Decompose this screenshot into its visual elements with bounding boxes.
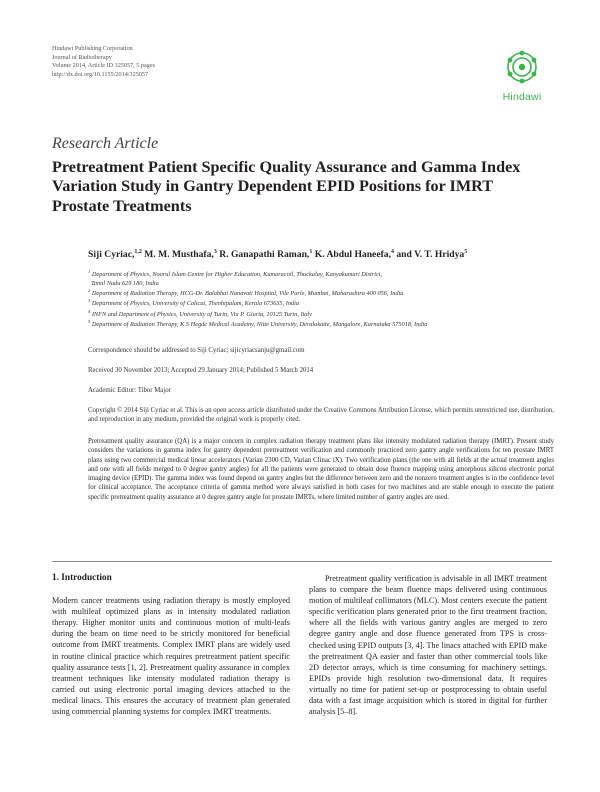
journal-volume: Volume 2014, Article ID 325057, 5 pages	[52, 62, 155, 70]
academic-editor: Academic Editor: Tibor Major	[88, 387, 171, 394]
journal-doi[interactable]: http://dx.doi.org/10.1155/2014/325057	[52, 70, 149, 78]
affiliation-item	[88, 287, 554, 299]
section-heading-introduction: 1. Introduction	[52, 573, 112, 583]
affiliation-item	[88, 318, 554, 330]
hindawi-logo-text: Hindawi	[502, 91, 542, 103]
affiliation-item	[88, 308, 554, 320]
abstract: Pretreatment quality assurance (QA) is a major concern in complex radiation therapy treatment plans like intensity modulated radiation therapy (IMRT). Present study considers the variations in gamma index for gantry dependent pretreatment verification and commonly practiced zero gantry angle verifications for ten prostate IMRT plans using two commercial medical linear accelerators (Varian 2300 CD, Varian Clinac iX). Two verification plans (the one with all fields at the actual treatment angles and one with all fields merged to 0 degree gantry angles) for all the patients were generated to obtain dose fluence mapping using amorphous silicon electronic portal imaging device (EPID). The gamma index was found depend on gantry angles but the difference between zero and the nonzero treatment angles is in the confidence level for clinical acceptance. The acceptance criteria of gamma method were always satisfied in both cases for two machines and are stable enough to execute the patient specific pretreatment quality assurance at 0 degree gantry angle for prostate IMRTs, where limited number of gantry angles are used.	[88, 438, 554, 501]
article-type: Research Article	[52, 135, 159, 152]
body-column-left	[52, 573, 290, 717]
affiliation-sup: 1	[88, 268, 91, 274]
author-name: K. Abdul Haneefa,	[314, 249, 391, 260]
affiliation-sup: 4	[88, 308, 91, 314]
correspondence-note: Correspondence should be addressed to Siji Cyriac; sijicyriacsanju@gmail.com	[88, 347, 305, 354]
journal-publisher: Hindawi Publishing Corporation	[52, 45, 133, 52]
paper-title: Pretreatment Patient Specific Quality Assurance and Gamma Index Variation Study in Gantry Dependent EPID Positions for IMRT Prostate Treatments	[52, 158, 521, 215]
hindawi-logo	[492, 45, 552, 105]
author-name: Siji Cyriac,	[88, 249, 135, 260]
affiliation-list	[88, 268, 554, 331]
affiliation-sup: 2	[88, 287, 91, 293]
affiliation-item	[88, 268, 554, 288]
affiliation-sup: 5	[88, 318, 91, 324]
affiliation-text: Department of Physics, University of Calicut, Thenhipalam, Kerala 673635, India	[91, 300, 300, 308]
journal-meta	[52, 45, 552, 79]
affiliation-text: INFN and Department of Physics, University of Turin, Via P. Giuria, 10125 Turin, Italy	[91, 310, 312, 318]
author-affil-sup: 5	[464, 248, 468, 255]
author-affil-sup: 4	[390, 248, 394, 255]
journal-name: Journal of Radiotherapy	[52, 53, 112, 61]
body-column-right	[309, 573, 547, 717]
author-affil-sup: 3	[213, 248, 217, 255]
author-affil-sup: 1	[309, 248, 313, 255]
affiliation-item	[88, 300, 554, 309]
body-paragraph: Pretreatment quality verification is advisable in all IMRT treatment plans to compare the beam fluence maps delivered using continuous motion of multileaf collimators (MLC). Most centers execute the patient specific verification plans generated prior to the first treatment fraction, where all the fields with various gantry angles are merged to zero degree gantry angle and dose fluence generated from TPS is cross-checked using EPID outputs [3, 4]. The linacs attached with EPID make the pretreatment QA easier and faster than other commercial tools like 2D detector arrays, which is time consuming for machinery settings. EPIDs provide high resolution two-dimensional data. It requires virtually no time for patient set-up or postprocessing to obtain useful data with a fast image acquisition which is stored in digital for further analysis [5–8].	[309, 574, 547, 717]
journal-header	[52, 45, 552, 105]
section-divider	[52, 561, 552, 562]
affiliation-text: Tamil Nadu 629 180, India	[91, 279, 159, 287]
author-name: and V. T. Hridya	[396, 249, 465, 260]
publication-dates: Received 30 November 2013; Accepted 29 January 2014; Published 5 March 2014	[88, 367, 314, 374]
copyright-notice: Copyright © 2014 Siji Cyriac et al. This is an open access article distributed under the Creative Commons Attribution License, which permits unrestricted use, distribution, and reproduction in any medium, provided the original work is properly cited.	[88, 407, 555, 423]
affiliation-text: Department of Radiation Therapy, HCG-Dr. Balabhai Nanavati Hospital, Vile Parle, Mumbai, Maharashtra 400 056, India	[91, 289, 404, 297]
body-paragraph: Modern cancer treatments using radiation therapy is mostly employed with multileaf optimized plans as in intensity modulated radiation therapy. Higher monitor units and continuous motion of multi-leafs during the beam on time need to be strictly monitored for beneficial outcome from IMRT treatments. Complex IMRT plans are widely used in routine clinical practice which requires pretreatment patient specific quality assurance tests [1, 2]. Pretreatment quality assurance in complex treatment techniques like intensity modulated radiation therapy is carried out using electronic portal imaging devices attached to the medical linacs. This ensures the accuracy of treatment plan generated using commercial planning systems for complex IMRT treatments.	[52, 596, 290, 717]
author-affil-sup: 1,2	[134, 248, 142, 255]
affiliation-text: Department of Radiation Therapy, K.S Hegde Medical Academy, Nitte University, Deralakatte, Mangalore, Karnataka 575018, India	[91, 321, 428, 329]
author-name: R. Ganapathi Raman,	[219, 249, 310, 260]
author-name: M. M. Musthafa,	[144, 249, 214, 260]
affiliation-sup: 3	[88, 298, 91, 304]
author-list	[88, 249, 558, 260]
affiliation-text: Department of Physics, Noorul Islam Centre for Higher Education, Kumaracoil, Thuckalay, Kanyakumari District,	[91, 271, 383, 278]
hindawi-logo-icon	[492, 45, 552, 91]
